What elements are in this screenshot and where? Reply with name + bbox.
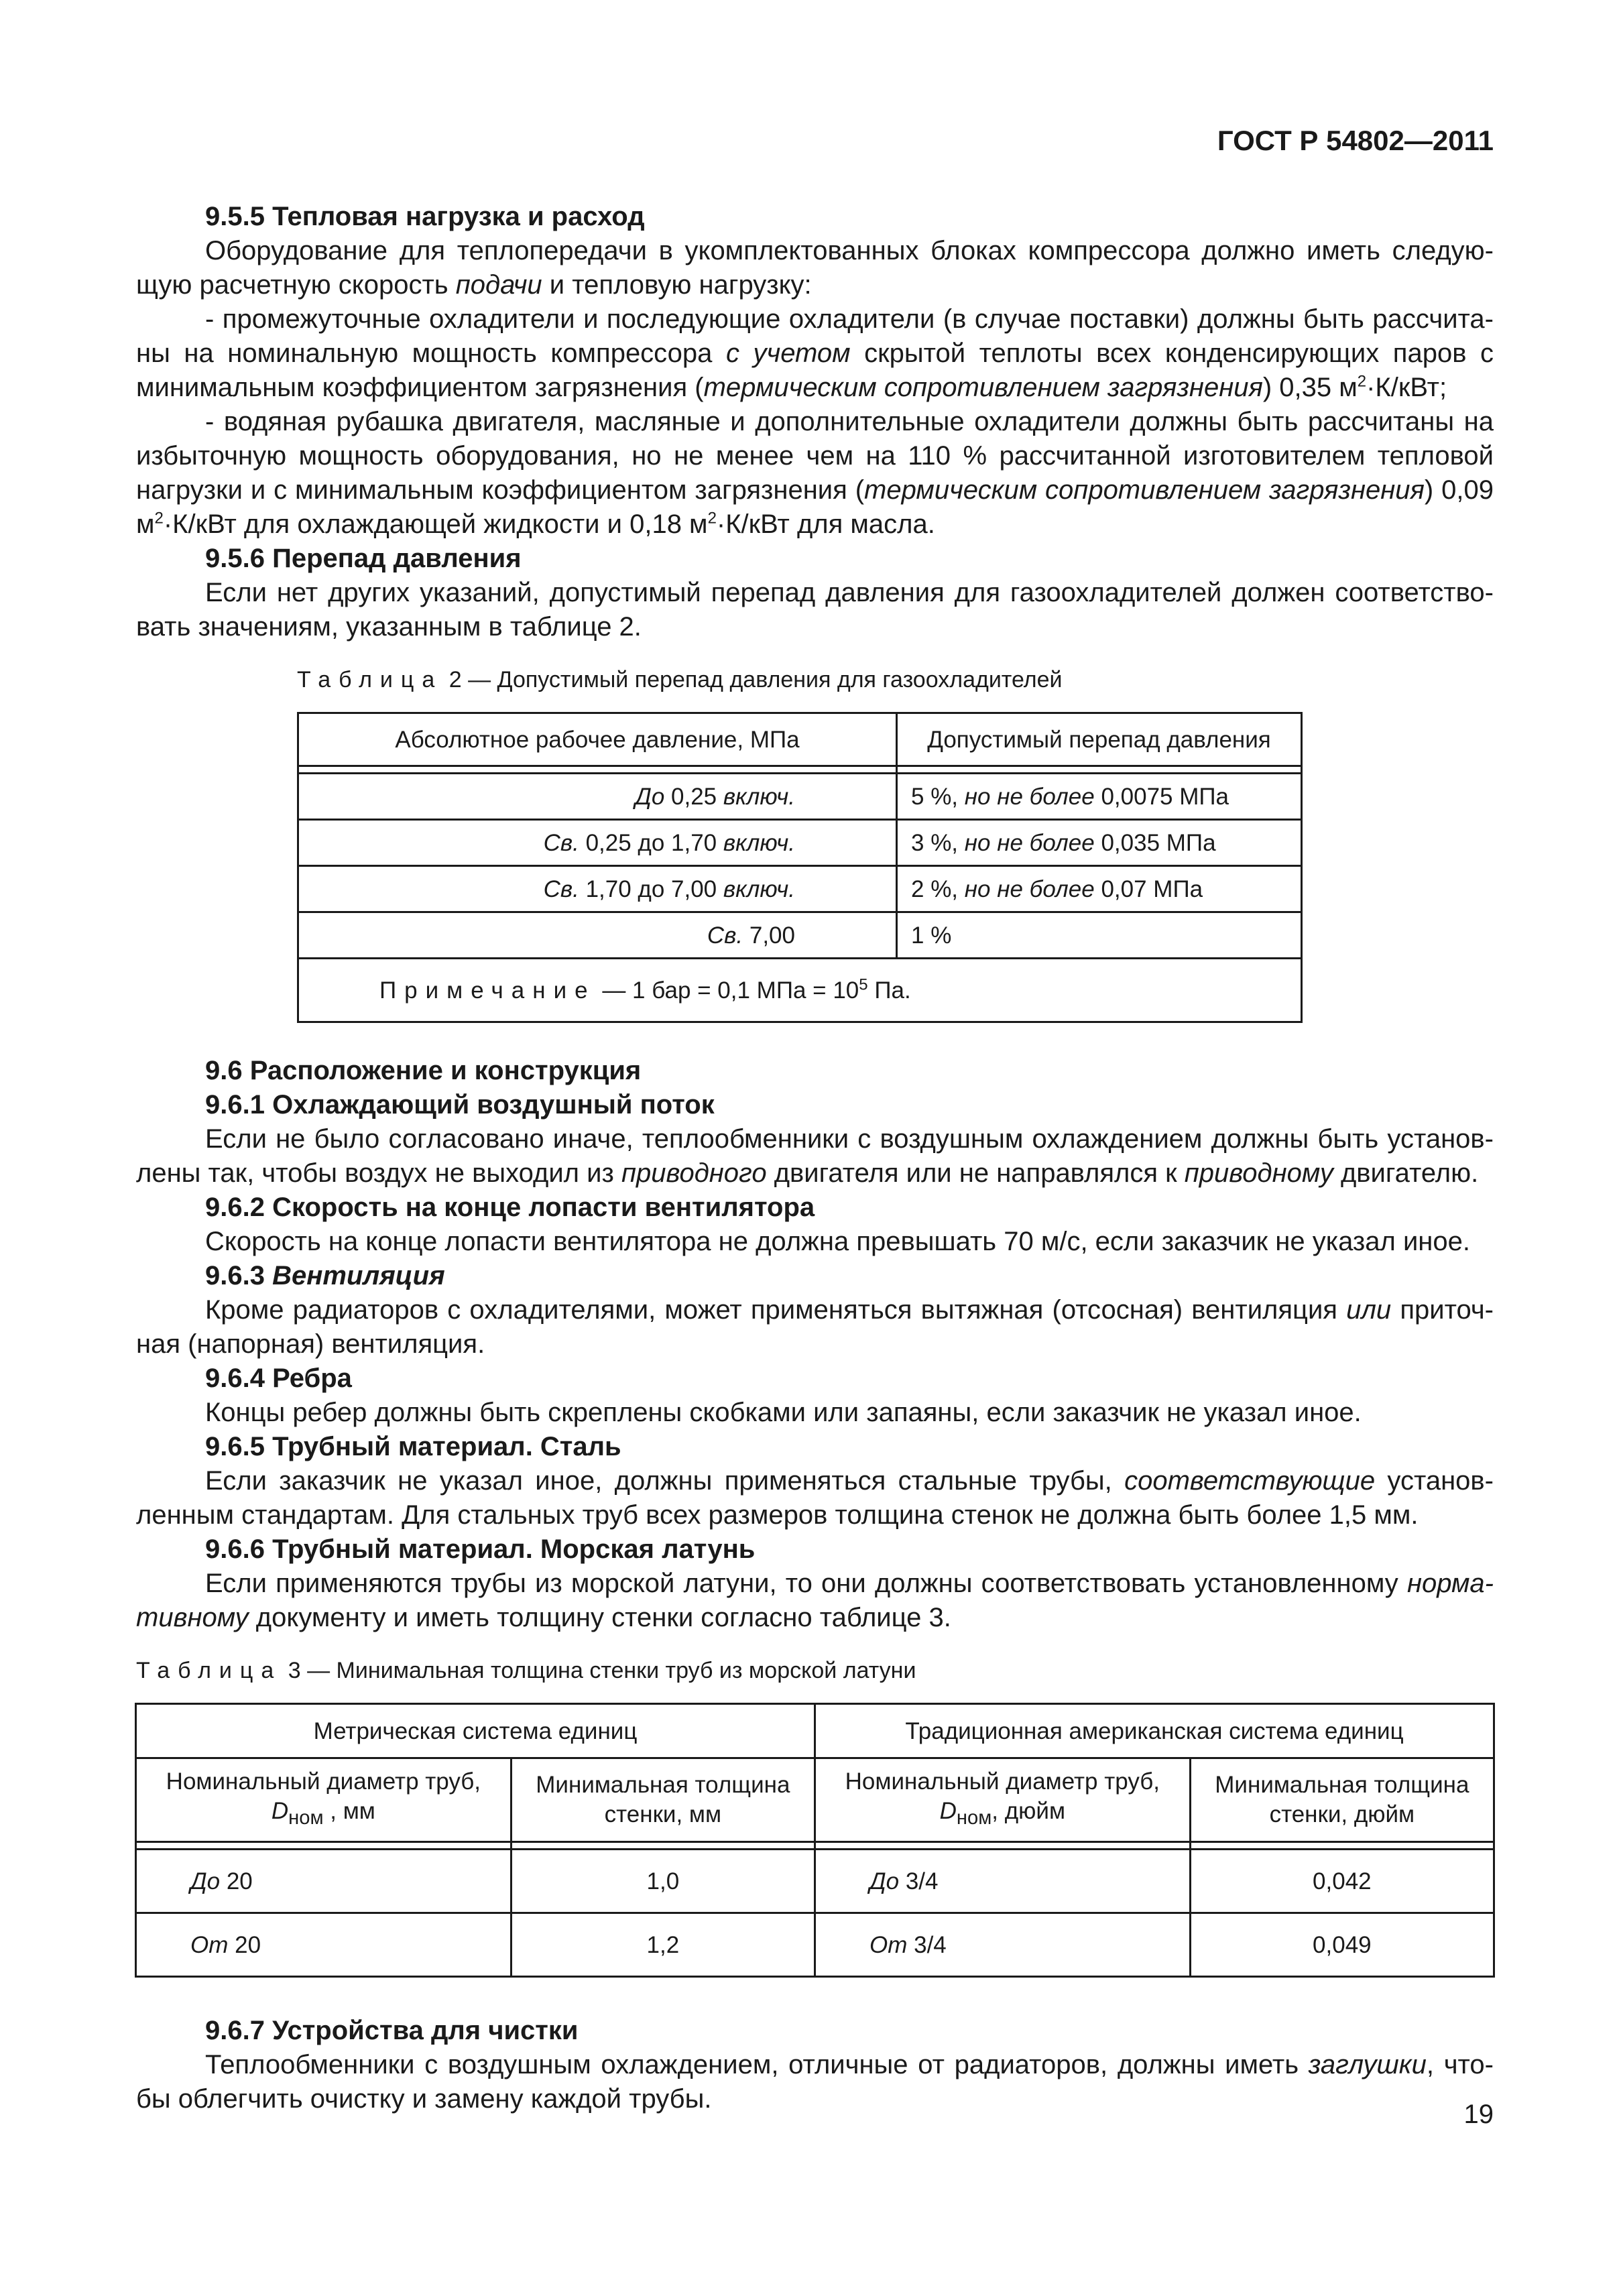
table-cell	[897, 774, 1302, 820]
table-cell	[897, 866, 1302, 912]
text: , дюйм	[991, 1798, 1066, 1824]
paragraph	[136, 302, 1494, 405]
table-cell	[897, 820, 1302, 866]
superscript: 2	[1357, 372, 1367, 391]
text: 9.6.3	[205, 1261, 273, 1290]
paragraph	[136, 2048, 1494, 2116]
table-cell	[298, 774, 897, 820]
subscript: ном	[956, 1807, 992, 1829]
subscript: ном	[288, 1807, 324, 1829]
text: 0,25 до 1,70	[579, 829, 723, 856]
table-group-header: Метрическая система единиц	[136, 1704, 815, 1758]
text-italic: D	[939, 1798, 957, 1824]
text: Теплообменники с воздушным охлаждением, отличные от радиаторов, должны иметь	[205, 2050, 1309, 2079]
table-cell	[298, 866, 897, 912]
table-header: Абсолютное рабочее давление, МПа	[298, 713, 897, 766]
table-cell	[815, 1850, 1190, 1913]
text-italic: норма-тивному	[136, 1569, 1494, 1632]
text-italic: заглушки	[1308, 2050, 1427, 2079]
text: скрытой теплоты всех конденсирующих паров с минимальным коэффициентом загрязнения (	[136, 339, 1494, 402]
text: 20	[220, 1868, 253, 1894]
caption-text: 3 — Минимальная толщина стенки труб из морской латуни	[282, 1658, 916, 1683]
paragraph: Если нет других указаний, допустимый перепад давления для газоохладителей должен соответство-вать значениям, указанным в таблице 2.	[136, 578, 1494, 642]
table-cell	[136, 1850, 512, 1913]
table-header	[1190, 1758, 1494, 1842]
paragraph: Скорость на конце лопасти вентилятора не должна превышать 70 м/с, если заказчик не указал иное.	[205, 1227, 1470, 1256]
text-italic: подачи	[455, 270, 542, 300]
text-italic: Св.	[543, 875, 579, 902]
text-italic: От	[190, 1931, 229, 1958]
table-cell	[298, 912, 897, 959]
text: 1,70 до 7,00	[579, 875, 723, 902]
paragraph	[136, 1567, 1494, 1635]
heading-9-6-4: 9.6.4 Ребра	[205, 1364, 352, 1393]
table-cell	[815, 1913, 1190, 1977]
heading-9-6-6: 9.6.6 Трубный материал. Морская латунь	[205, 1534, 756, 1564]
heading-9-6-3	[136, 1259, 1494, 1293]
text: 0,25	[664, 783, 723, 810]
text-italic: термическим сопротивлением загрязнения	[864, 475, 1425, 505]
text: 0,0075 МПа	[1094, 783, 1229, 810]
text: двигателю.	[1333, 1158, 1479, 1188]
table-header: Допустимый перепад давления	[897, 713, 1302, 766]
text: двигателя или не направлялся к	[766, 1158, 1185, 1188]
heading-9-6-7: 9.6.7 Устройства для чистки	[205, 2016, 579, 2045]
text: ) 0,09 м	[136, 475, 1494, 539]
text: 7,00	[743, 922, 795, 949]
text-italic: или	[1346, 1295, 1392, 1325]
caption-word: Таблица	[136, 1658, 282, 1683]
table-row	[298, 866, 1302, 912]
text: приточ-ная (напорная) вентиляция.	[136, 1295, 1494, 1359]
heading-9-6-2: 9.6.2 Скорость на конце лопасти вентилятора	[205, 1193, 815, 1222]
paragraph	[136, 234, 1494, 302]
table-2-caption	[136, 663, 1494, 697]
table-cell	[136, 1913, 512, 1977]
text: стенки, дюйм	[1269, 1801, 1415, 1827]
text: 3/4	[907, 1931, 947, 1958]
text: ) 0,35 м	[1262, 373, 1358, 402]
text: 0,035 МПа	[1094, 829, 1216, 856]
table-header	[815, 1758, 1190, 1842]
table-note	[298, 959, 1302, 1022]
text-italic: с учетом	[725, 339, 851, 368]
text: документу и иметь толщину стенки согласно таблице 3.	[248, 1603, 951, 1632]
table-row	[298, 774, 1302, 820]
table-row	[298, 912, 1302, 959]
text: 1 %	[911, 922, 952, 949]
text: — 1 бар = 0,1 МПа = 10	[595, 977, 859, 1004]
text: Оборудование для теплопередачи в укомплектованных блоках компрессора должно иметь следую-щую расчетную скорость	[136, 236, 1494, 300]
text-italic: но не более	[964, 783, 1095, 810]
text: 5 %,	[911, 783, 965, 810]
table-cell: 0,042	[1190, 1850, 1494, 1913]
text: установ-ленным стандартам. Для стальных труб всех размеров толщина стенок не должна быть более 1,5 мм.	[136, 1466, 1494, 1530]
text: ·К/кВт для масла.	[716, 509, 935, 539]
text-italic: От	[869, 1931, 908, 1958]
table-cell: 1,2	[511, 1913, 815, 1977]
text: 3/4	[899, 1868, 939, 1894]
text-italic: D	[271, 1798, 289, 1824]
table-3-caption	[136, 1654, 1494, 1688]
text-italic: но не более	[964, 875, 1095, 902]
heading-9-5-5: 9.5.5 Тепловая нагрузка и расход	[205, 202, 645, 231]
table-row	[298, 820, 1302, 866]
superscript: 2	[154, 509, 164, 528]
text-italic: приводного	[621, 1158, 767, 1188]
table-row	[136, 1850, 1494, 1913]
text-italic: Св.	[543, 829, 579, 856]
table-header	[511, 1758, 815, 1842]
text-italic: термическим сопротивлением загрязнения	[703, 373, 1263, 402]
text: Если применяются трубы из морской латуни, то они должны соответствовать установленному	[205, 1569, 1407, 1598]
table-3	[135, 1703, 1495, 1978]
paragraph	[136, 1122, 1494, 1191]
heading-9-5-6: 9.5.6 Перепад давления	[205, 544, 522, 573]
text: Если не было согласовано иначе, теплообменники с воздушным охлаждением должны быть установ-лены так, чтобы воздух не выходил из	[136, 1124, 1494, 1188]
text-italic: приводному	[1184, 1158, 1333, 1188]
text-italic: До	[869, 1868, 900, 1894]
paragraph	[136, 1464, 1494, 1532]
text: ·К/кВт;	[1366, 373, 1447, 402]
table-cell	[897, 912, 1302, 959]
standard-header: ГОСТ Р 54802—2011	[1217, 125, 1494, 156]
text: 2 %,	[911, 875, 965, 902]
text: и тепловую нагрузку:	[542, 270, 812, 300]
table-2	[297, 712, 1303, 1023]
table-group-header: Традиционная американская система единиц	[815, 1704, 1494, 1758]
text-italic: включ.	[723, 783, 795, 810]
table-cell: 0,049	[1190, 1913, 1494, 1977]
text: 3 %,	[911, 829, 965, 856]
superscript: 5	[859, 975, 868, 993]
paragraph	[136, 1293, 1494, 1362]
table-cell	[298, 820, 897, 866]
text: Минимальная толщина	[536, 1772, 790, 1798]
text-italic: Вентиляция	[272, 1261, 445, 1290]
heading-9-6-5: 9.6.5 Трубный материал. Сталь	[205, 1432, 621, 1461]
text: , мм	[323, 1798, 375, 1824]
text: стенки, мм	[604, 1801, 722, 1827]
caption-word: Таблица	[297, 667, 443, 692]
superscript: 2	[707, 509, 717, 528]
paragraph	[136, 405, 1494, 542]
text-italic: До	[190, 1868, 221, 1894]
text-italic: включ.	[723, 829, 795, 856]
table-cell: 1,0	[511, 1850, 815, 1913]
heading-9-6-1: 9.6.1 Охлаждающий воздушный поток	[205, 1090, 715, 1120]
heading-9-6: 9.6 Расположение и конструкция	[205, 1056, 642, 1085]
text: Минимальная толщина	[1215, 1772, 1469, 1798]
table-note-row	[298, 959, 1302, 1022]
note-word: Примечание	[379, 977, 596, 1004]
caption-text: 2 — Допустимый перепад давления для газоохладителей	[442, 667, 1063, 692]
text: Номинальный диаметр труб,	[166, 1768, 481, 1795]
page-number: 19	[1463, 2100, 1494, 2129]
text: , что-бы облегчить очистку и замену каждой трубы.	[136, 2050, 1494, 2114]
text-italic: включ.	[723, 875, 795, 902]
text: ·К/кВт для охлаждающей жидкости и 0,18 м	[163, 509, 708, 539]
text: Кроме радиаторов с охладителями, может применяться вытяжная (отсосная) вентиляция	[205, 1295, 1347, 1325]
text-italic: но не более	[964, 829, 1095, 856]
table-header	[136, 1758, 512, 1842]
text: - промежуточные охладители и последующие охладители (в случае поставки) должны быть рассчита-ны на номинальную мощность компрессора	[136, 304, 1494, 368]
text: Если заказчик не указал иное, должны применяться стальные трубы,	[205, 1466, 1125, 1496]
text: Номинальный диаметр труб,	[845, 1768, 1160, 1795]
text-italic: До	[635, 783, 665, 810]
text-italic: Св.	[707, 922, 743, 949]
table-row	[136, 1913, 1494, 1977]
text-italic: соответствующие	[1124, 1466, 1376, 1496]
text: 20	[228, 1931, 261, 1958]
text: 0,07 МПа	[1094, 875, 1203, 902]
main-content	[136, 200, 1494, 2116]
text: - водяная рубашка двигателя, масляные и дополнительные охладители должны быть рассчитаны на избыточную мощность оборудования, но не менее чем на 110 % рассчитанной изготовителем тепловой нагрузки и с минимальным коэффициентом загрязнения (	[136, 407, 1494, 505]
text: Па.	[867, 977, 911, 1004]
paragraph: Концы ребер должны быть скреплены скобками или запаяны, если заказчик не указал иное.	[205, 1398, 1362, 1427]
